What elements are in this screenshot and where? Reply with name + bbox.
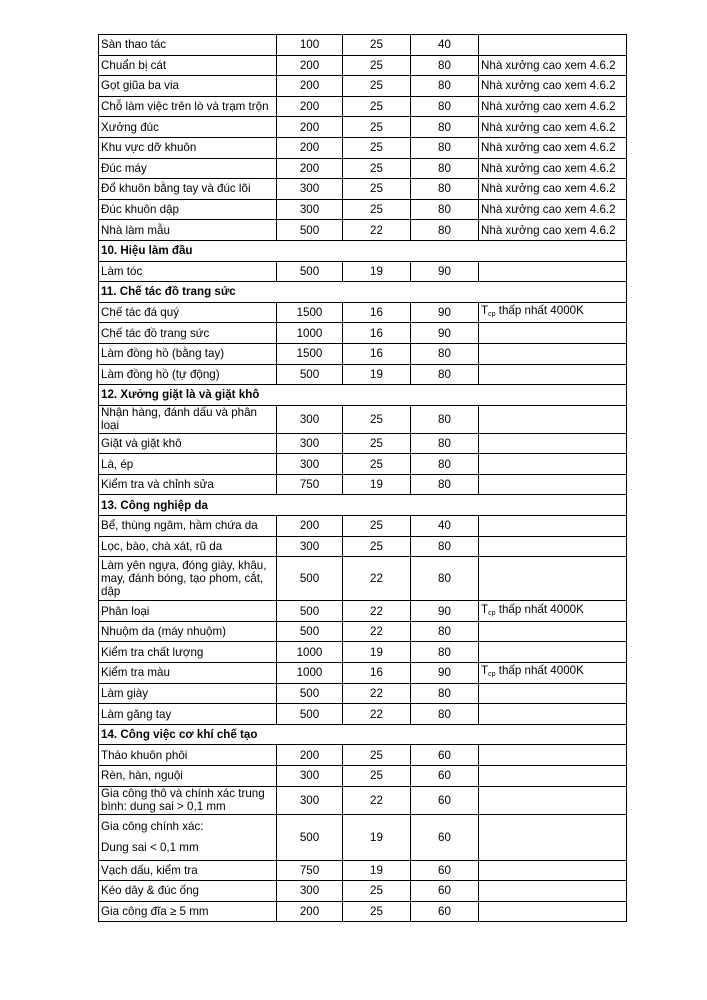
ugr-cell: 16	[343, 663, 411, 684]
task-name-cell: Kiểm tra chất lượng	[99, 642, 277, 663]
task-name-cell: Lọc, bào, chà xát, rũ da	[99, 536, 277, 557]
ra-cell: 80	[411, 158, 479, 179]
ra-cell: 80	[411, 642, 479, 663]
ugr-cell: 25	[343, 76, 411, 97]
section-header-row	[99, 282, 627, 303]
task-name-cell: Làm đồng hồ (tự động)	[99, 364, 277, 385]
note-cell: Nhà xưởng cao xem 4.6.2	[479, 199, 627, 220]
ra-cell: 80	[411, 474, 479, 495]
ra-cell: 80	[411, 405, 479, 433]
task-name-cell: Là, ép	[99, 454, 277, 475]
lux-cell: 300	[277, 199, 343, 220]
lux-cell: 300	[277, 536, 343, 557]
lux-cell: 500	[277, 683, 343, 704]
ugr-cell: 25	[343, 454, 411, 475]
ugr-cell: 25	[343, 766, 411, 787]
ugr-cell: 25	[343, 881, 411, 902]
task-name-cell: Đúc máy	[99, 158, 277, 179]
ra-cell: 80	[411, 621, 479, 642]
lux-cell: 300	[277, 881, 343, 902]
note-cell	[479, 786, 627, 814]
note-cell	[479, 745, 627, 766]
ra-cell: 80	[411, 220, 479, 241]
note-text: thấp nhất 4000K	[495, 602, 584, 616]
task-name-cell: Xưởng đúc	[99, 117, 277, 138]
lux-cell: 500	[277, 814, 343, 860]
lux-cell: 500	[277, 557, 343, 601]
lux-cell: 1500	[277, 302, 343, 323]
note-subscript: cp	[488, 671, 496, 679]
section-title: 10. Hiệu làm đầu	[99, 240, 627, 261]
lux-cell: 300	[277, 179, 343, 200]
table-row	[99, 557, 627, 601]
lux-cell: 500	[277, 704, 343, 725]
note-cell	[479, 601, 627, 622]
note-symbol: T	[481, 602, 489, 616]
table-row	[99, 601, 627, 622]
table-row	[99, 55, 627, 76]
ugr-cell: 25	[343, 433, 411, 454]
note-cell	[479, 663, 627, 684]
table-row	[99, 536, 627, 557]
task-name-cell: Làm giày	[99, 683, 277, 704]
ra-cell: 90	[411, 323, 479, 344]
task-name-line1: Gia công chính xác:	[101, 820, 204, 834]
table-row	[99, 814, 627, 860]
table-row	[99, 261, 627, 282]
lux-cell: 300	[277, 433, 343, 454]
ugr-cell: 19	[343, 860, 411, 881]
section-title: 13. Công nghiệp da	[99, 495, 627, 516]
note-cell	[479, 302, 627, 323]
ugr-cell: 25	[343, 55, 411, 76]
ugr-cell: 19	[343, 642, 411, 663]
lux-cell: 300	[277, 766, 343, 787]
note-cell	[479, 323, 627, 344]
task-name-cell: Bể, thùng ngâm, hầm chứa da	[99, 516, 277, 537]
note-cell	[479, 536, 627, 557]
task-name-cell: Kéo dây & đúc ống	[99, 881, 277, 902]
ugr-cell: 22	[343, 557, 411, 601]
task-name-cell	[99, 814, 277, 860]
lux-cell: 750	[277, 474, 343, 495]
lux-cell: 1000	[277, 663, 343, 684]
table-row	[99, 786, 627, 814]
lux-cell: 200	[277, 117, 343, 138]
table-row	[99, 117, 627, 138]
table-row	[99, 96, 627, 117]
table-row	[99, 179, 627, 200]
table-row	[99, 158, 627, 179]
note-cell	[479, 642, 627, 663]
note-cell: Nhà xưởng cao xem 4.6.2	[479, 117, 627, 138]
ugr-cell: 22	[343, 786, 411, 814]
ra-cell: 60	[411, 881, 479, 902]
section-title: 14. Công việc cơ khí chế tạo	[99, 724, 627, 745]
ra-cell: 80	[411, 96, 479, 117]
ra-cell: 60	[411, 860, 479, 881]
table-row	[99, 137, 627, 158]
lux-cell: 100	[277, 35, 343, 56]
lux-cell: 1000	[277, 642, 343, 663]
lux-cell: 200	[277, 55, 343, 76]
lux-cell: 200	[277, 96, 343, 117]
task-name-cell: Nhà làm mẫu	[99, 220, 277, 241]
lux-cell: 1500	[277, 343, 343, 364]
ra-cell: 60	[411, 901, 479, 922]
ra-cell: 60	[411, 766, 479, 787]
note-cell	[479, 704, 627, 725]
table-row	[99, 199, 627, 220]
lux-cell: 500	[277, 621, 343, 642]
ra-cell: 80	[411, 199, 479, 220]
table-row	[99, 881, 627, 902]
ugr-cell: 19	[343, 261, 411, 282]
note-cell	[479, 557, 627, 601]
ra-cell: 60	[411, 814, 479, 860]
ugr-cell: 25	[343, 516, 411, 537]
note-symbol: T	[481, 304, 489, 318]
ra-cell: 80	[411, 683, 479, 704]
ugr-cell: 25	[343, 745, 411, 766]
table-row	[99, 474, 627, 495]
ugr-cell: 19	[343, 814, 411, 860]
task-name-line2: Dung sai < 0,1 mm	[101, 841, 199, 855]
ugr-cell: 25	[343, 117, 411, 138]
task-name-cell: Làm găng tay	[99, 704, 277, 725]
note-cell: Nhà xưởng cao xem 4.6.2	[479, 220, 627, 241]
lux-cell: 300	[277, 786, 343, 814]
note-cell	[479, 901, 627, 922]
ugr-cell: 25	[343, 901, 411, 922]
note-cell	[479, 474, 627, 495]
section-header-row	[99, 495, 627, 516]
ra-cell: 80	[411, 55, 479, 76]
task-name-cell: Làm đồng hồ (bằng tay)	[99, 343, 277, 364]
table-body	[99, 35, 627, 922]
table-row	[99, 663, 627, 684]
note-cell	[479, 454, 627, 475]
table-row	[99, 683, 627, 704]
note-cell: Nhà xưởng cao xem 4.6.2	[479, 96, 627, 117]
note-cell	[479, 621, 627, 642]
ugr-cell: 22	[343, 704, 411, 725]
task-name-cell: Làm yên ngựa, đóng giày, khâu, may, đánh bóng, tạo phom, cắt, dập	[99, 557, 277, 601]
ugr-cell: 19	[343, 474, 411, 495]
table-row	[99, 516, 627, 537]
task-name-cell: Chuẩn bị cát	[99, 55, 277, 76]
task-name-cell: Đổ khuôn bằng tay và đúc lõi	[99, 179, 277, 200]
lux-cell: 1000	[277, 323, 343, 344]
section-header-row	[99, 724, 627, 745]
note-cell	[479, 881, 627, 902]
note-cell	[479, 35, 627, 56]
ugr-cell: 22	[343, 220, 411, 241]
task-name-cell: Chế tác đá quý	[99, 302, 277, 323]
lighting-requirements-table	[98, 34, 627, 922]
ugr-cell: 25	[343, 137, 411, 158]
lux-cell: 500	[277, 601, 343, 622]
lux-cell: 200	[277, 137, 343, 158]
note-cell	[479, 516, 627, 537]
ra-cell: 90	[411, 601, 479, 622]
ra-cell: 80	[411, 433, 479, 454]
table-row	[99, 621, 627, 642]
task-name-cell: Sàn thao tác	[99, 35, 277, 56]
task-name-cell: Tháo khuôn phôi	[99, 745, 277, 766]
ra-cell: 90	[411, 663, 479, 684]
ugr-cell: 22	[343, 683, 411, 704]
task-name-cell: Kiểm tra và chỉnh sửa	[99, 474, 277, 495]
lux-cell: 200	[277, 901, 343, 922]
ra-cell: 80	[411, 137, 479, 158]
ra-cell: 80	[411, 536, 479, 557]
task-name-cell: Đúc khuôn dập	[99, 199, 277, 220]
note-cell	[479, 860, 627, 881]
section-header-row	[99, 385, 627, 406]
table-row	[99, 364, 627, 385]
lux-cell: 200	[277, 158, 343, 179]
ra-cell: 90	[411, 261, 479, 282]
section-title: 12. Xưởng giặt là và giặt khô	[99, 385, 627, 406]
table-row	[99, 302, 627, 323]
note-cell	[479, 814, 627, 860]
ugr-cell: 25	[343, 158, 411, 179]
note-cell: Nhà xưởng cao xem 4.6.2	[479, 55, 627, 76]
section-title: 11. Chế tác đồ trang sức	[99, 282, 627, 303]
ra-cell: 80	[411, 179, 479, 200]
ugr-cell: 25	[343, 179, 411, 200]
task-name-cell: Rèn, hàn, nguội	[99, 766, 277, 787]
ugr-cell: 25	[343, 405, 411, 433]
ugr-cell: 22	[343, 601, 411, 622]
note-cell: Nhà xưởng cao xem 4.6.2	[479, 179, 627, 200]
task-name-cell: Chỗ làm việc trên lò và trạm trộn	[99, 96, 277, 117]
table-row	[99, 454, 627, 475]
note-subscript: cp	[488, 311, 496, 319]
table-row	[99, 704, 627, 725]
ra-cell: 80	[411, 364, 479, 385]
note-cell: Nhà xưởng cao xem 4.6.2	[479, 137, 627, 158]
ra-cell: 40	[411, 35, 479, 56]
note-cell	[479, 766, 627, 787]
table-row	[99, 220, 627, 241]
ra-cell: 80	[411, 557, 479, 601]
note-cell	[479, 261, 627, 282]
note-cell	[479, 433, 627, 454]
ugr-cell: 25	[343, 199, 411, 220]
ugr-cell: 16	[343, 302, 411, 323]
table-row	[99, 76, 627, 97]
ra-cell: 80	[411, 454, 479, 475]
table-row	[99, 405, 627, 433]
ugr-cell: 25	[343, 35, 411, 56]
task-name-cell: Giặt và giặt khô	[99, 433, 277, 454]
ra-cell: 80	[411, 117, 479, 138]
task-name-cell: Nhận hàng, đánh dấu và phân loại	[99, 405, 277, 433]
task-name-cell: Gia công đĩa ≥ 5 mm	[99, 901, 277, 922]
task-name-cell: Nhuộm da (máy nhuộm)	[99, 621, 277, 642]
ra-cell: 60	[411, 786, 479, 814]
ugr-cell: 25	[343, 96, 411, 117]
table-row	[99, 860, 627, 881]
ugr-cell: 16	[343, 343, 411, 364]
ra-cell: 80	[411, 704, 479, 725]
ugr-cell: 22	[343, 621, 411, 642]
table-row	[99, 745, 627, 766]
table-row	[99, 35, 627, 56]
ra-cell: 80	[411, 343, 479, 364]
note-cell: Nhà xưởng cao xem 4.6.2	[479, 76, 627, 97]
lux-cell: 200	[277, 516, 343, 537]
lux-cell: 500	[277, 261, 343, 282]
lux-cell: 300	[277, 405, 343, 433]
note-cell	[479, 405, 627, 433]
note-cell	[479, 343, 627, 364]
task-name-cell: Vạch dấu, kiểm tra	[99, 860, 277, 881]
note-subscript: cp	[488, 609, 496, 617]
task-name-cell: Gọt giũa ba via	[99, 76, 277, 97]
ra-cell: 90	[411, 302, 479, 323]
note-cell	[479, 364, 627, 385]
task-name-cell: Chế tác đồ trang sức	[99, 323, 277, 344]
table-row	[99, 323, 627, 344]
ugr-cell: 25	[343, 536, 411, 557]
section-header-row	[99, 240, 627, 261]
ugr-cell: 16	[343, 323, 411, 344]
note-text: thấp nhất 4000K	[495, 664, 584, 678]
lux-cell: 500	[277, 220, 343, 241]
task-name-cell: Khu vực dỡ khuôn	[99, 137, 277, 158]
note-cell	[479, 683, 627, 704]
table-row	[99, 766, 627, 787]
task-name-cell: Làm tóc	[99, 261, 277, 282]
lux-cell: 300	[277, 454, 343, 475]
ra-cell: 80	[411, 76, 479, 97]
lux-cell: 750	[277, 860, 343, 881]
ra-cell: 60	[411, 745, 479, 766]
ra-cell: 40	[411, 516, 479, 537]
lux-cell: 500	[277, 364, 343, 385]
lux-cell: 200	[277, 76, 343, 97]
task-name-cell: Gia công thô và chính xác trung bình: dung sai > 0,1 mm	[99, 786, 277, 814]
table-row	[99, 433, 627, 454]
task-name-cell: Kiểm tra màu	[99, 663, 277, 684]
lux-cell: 200	[277, 745, 343, 766]
ugr-cell: 19	[343, 364, 411, 385]
task-name-cell: Phân loại	[99, 601, 277, 622]
note-cell: Nhà xưởng cao xem 4.6.2	[479, 158, 627, 179]
note-symbol: T	[481, 664, 489, 678]
table-row	[99, 901, 627, 922]
note-text: thấp nhất 4000K	[495, 304, 584, 318]
table-row	[99, 642, 627, 663]
table-row	[99, 343, 627, 364]
